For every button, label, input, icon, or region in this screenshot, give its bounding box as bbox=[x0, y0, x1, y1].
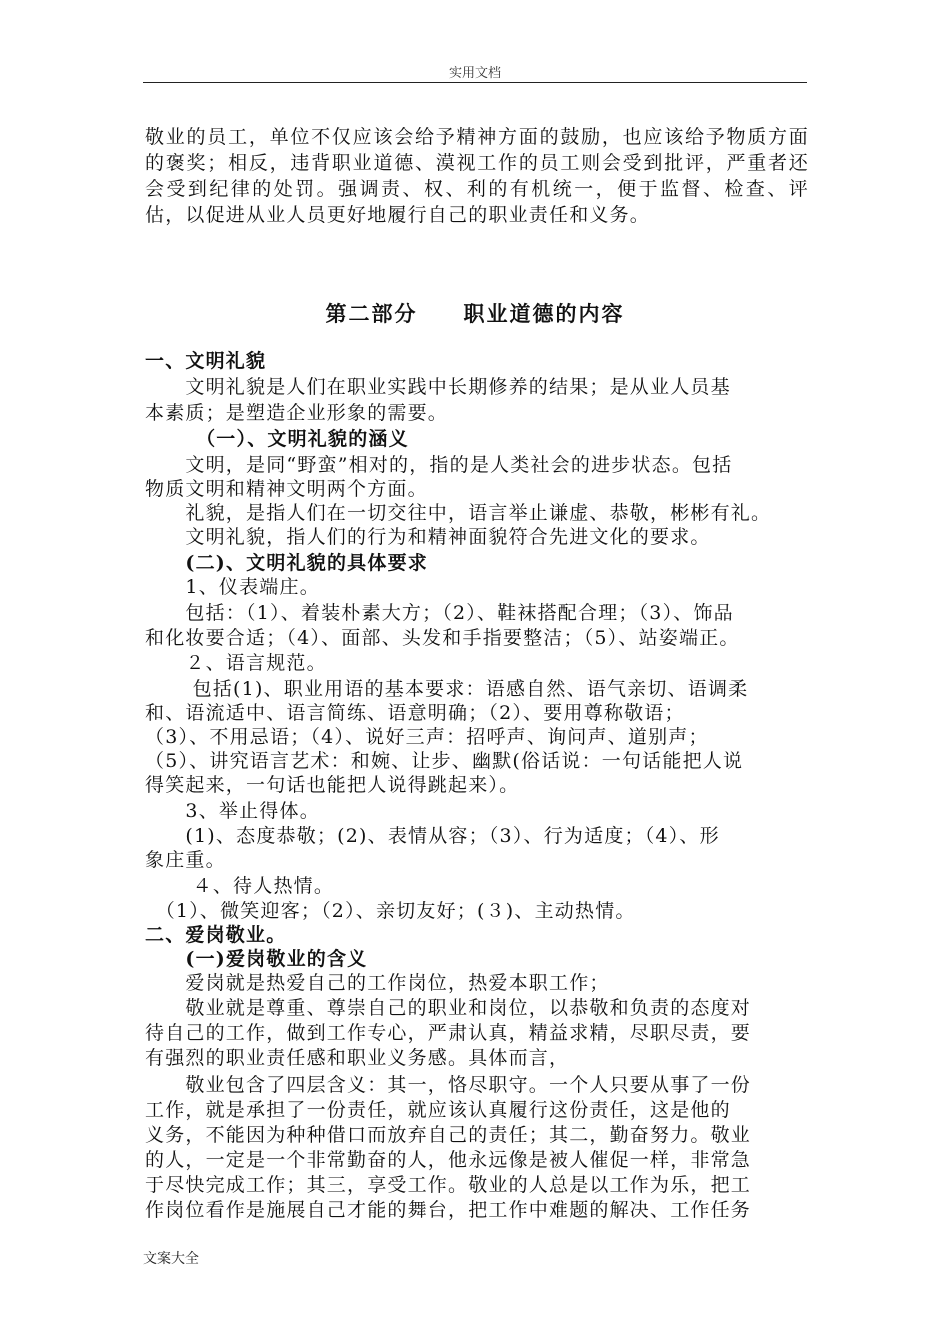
subheading-requirements: (二)、文明礼貌的具体要求 bbox=[145, 552, 428, 574]
paragraph-line: 有强烈的职业责任感和职业义务感。具体而言， bbox=[145, 1047, 570, 1069]
paragraph-line: 和化妆要合适；（4）、面部、头发和手指要整洁；（5）、站姿端正。 bbox=[145, 627, 740, 649]
heading-dedication: 二、爱岗敬业。 bbox=[145, 924, 287, 946]
paragraph-line: 物质文明和精神文明两个方面。 bbox=[145, 478, 428, 500]
section-title: 第二部分 职业道德的内容 bbox=[325, 301, 625, 326]
paragraph-line: 本素质；是塑造企业形象的需要。 bbox=[145, 402, 449, 424]
list-item: ２、语言规范。 bbox=[145, 652, 327, 674]
paragraph-line: 待自己的工作，做到工作专心，严肃认真，精益求精，尽职尽责，要 bbox=[145, 1022, 752, 1044]
page-header: 实用文档 bbox=[448, 66, 501, 81]
list-item: 1、仪表端庄。 bbox=[145, 576, 320, 598]
paragraph-line: （5）、讲究语言艺术：和婉、让步、幽默(俗话说：一句话能把人说 bbox=[145, 750, 744, 772]
header-divider bbox=[143, 82, 807, 83]
paragraph-line: 工作，就是承担了一份责任，就应该认真履行这份责任，这是他的 bbox=[145, 1099, 731, 1121]
intro-paragraph: 敬业的员工，单位不仅应该会给予精神方面的鼓励，也应该给予物质方面的褒奖；相反，违背职业道德、漠视工作的员工则会受到批评，严重者还会受到纪律的处罚。强调责、权、利的有机统一，便于监督、检查、评估，以促进从业人员更好地履行自己的职业责任和义务。 bbox=[145, 126, 809, 226]
heading-civility: 一、文明礼貌 bbox=[145, 350, 267, 372]
paragraph-line: 的人，一定是一个非常勤奋的人，他永远像是被人催促一样，非常急 bbox=[145, 1149, 752, 1171]
paragraph-line: 象庄重。 bbox=[145, 849, 226, 871]
paragraph-line: 包括：（1）、着装朴素大方；（2）、鞋袜搭配合理；（3）、饰品 bbox=[145, 602, 734, 624]
paragraph-line: 敬业包含了四层含义：其一，恪尽职守。一个人只要从事了一份 bbox=[145, 1074, 752, 1096]
paragraph-line: 包括(1)、职业用语的基本要求：语感自然、语气亲切、语调柔 bbox=[145, 678, 749, 700]
paragraph-line: （3）、不用忌语；（4）、说好三声：招呼声、询问声、道别声； bbox=[145, 726, 709, 748]
paragraph-line: 文明礼貌是人们在职业实践中长期修养的结果；是从业人员基 bbox=[145, 376, 731, 398]
paragraph-line: (1)、态度恭敬；(2)、表情从容；（3）、行为适度；（4）、形 bbox=[145, 825, 720, 847]
page-footer: 文案大全 bbox=[143, 1251, 199, 1267]
paragraph-line: 和、语流适中、语言简练、语意明确；（2）、要用尊称敬语； bbox=[145, 702, 685, 724]
list-item: ４、待人热情。 bbox=[145, 875, 335, 897]
paragraph-line: 文明礼貌，指人们的行为和精神面貌符合先进文化的要求。 bbox=[145, 526, 711, 548]
paragraph-line: 作岗位看作是施展自己才能的舞台，把工作中难题的解决、工作任务 bbox=[145, 1199, 752, 1221]
paragraph-line: 得笑起来，一句话也能把人说得跳起来）。 bbox=[145, 774, 520, 796]
paragraph-line: 爱岗就是热爱自己的工作岗位，热爱本职工作； bbox=[145, 972, 610, 994]
paragraph-line: 文明，是同“野蛮”相对的，指的是人类社会的进步状态。包括 bbox=[145, 454, 733, 476]
paragraph-line: 义务，不能因为种种借口而放弃自己的责任；其二，勤奋努力。敬业 bbox=[145, 1124, 752, 1146]
subheading-meaning: （一）、文明礼貌的涵义 bbox=[145, 428, 409, 450]
subheading-dedication-meaning: (一)爱岗敬业的含义 bbox=[145, 948, 368, 970]
paragraph-line: （1）、微笑迎客；（2）、亲切友好；(３)、主动热情。 bbox=[145, 900, 636, 922]
paragraph-line: 于尽快完成工作；其三，享受工作。敬业的人总是以工作为乐，把工 bbox=[145, 1174, 752, 1196]
paragraph-line: 礼貌，是指人们在一切交往中，语言举止谦虚、恭敬，彬彬有礼。 bbox=[145, 502, 772, 524]
list-item: 3、举止得体。 bbox=[145, 800, 320, 822]
paragraph-line: 敬业就是尊重、尊崇自己的职业和岗位，以恭敬和负责的态度对 bbox=[145, 997, 752, 1019]
